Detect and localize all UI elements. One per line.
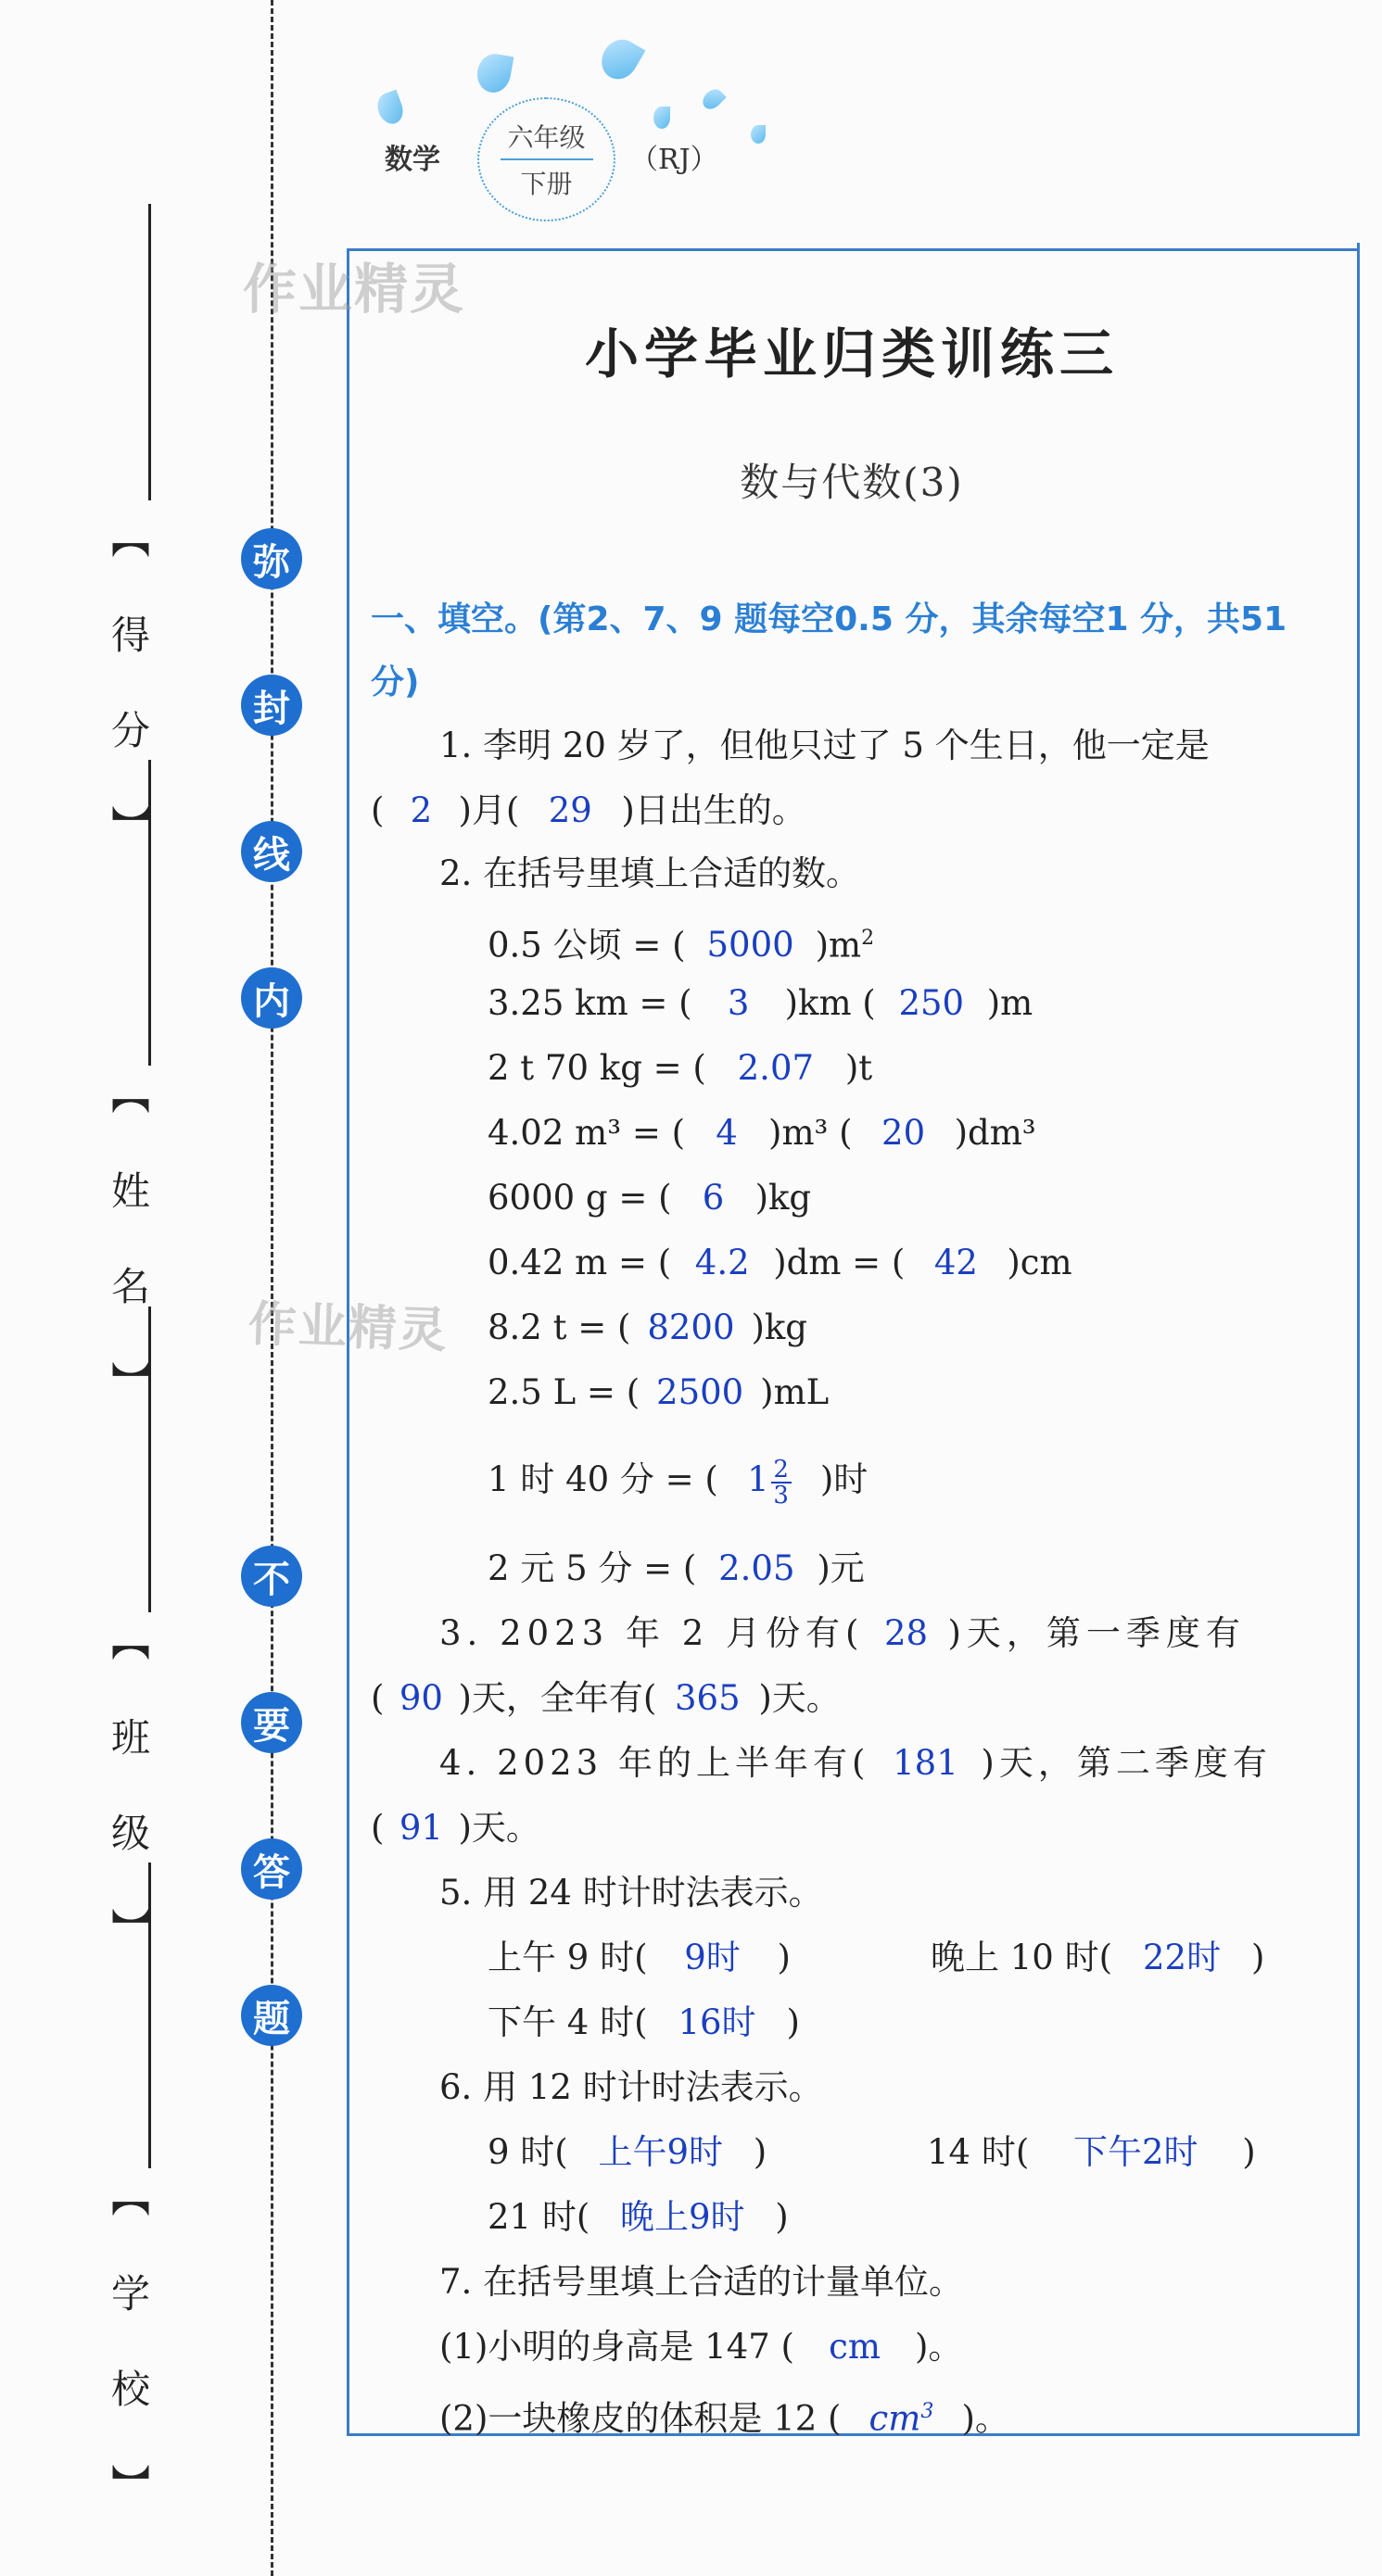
q2-row-time bbox=[488, 1457, 868, 1508]
q4-answer-half[interactable]: 181 bbox=[893, 1743, 958, 1783]
q2-row-pre: 4.02 m³ = ( bbox=[488, 1113, 686, 1153]
q2-answer[interactable]: 20 bbox=[881, 1113, 926, 1153]
q2-row-pre: 0.42 m = ( bbox=[488, 1243, 672, 1282]
q6-pre: 21 时( bbox=[488, 2197, 590, 2237]
q5-item-3 bbox=[488, 2000, 800, 2046]
q3-line-1 bbox=[439, 1610, 1246, 1657]
q2-row-7 bbox=[488, 1305, 807, 1351]
name-label: 【 姓 名 】 bbox=[106, 1075, 151, 1406]
q6-answer[interactable]: 晚上9时 bbox=[620, 2197, 745, 2237]
q7-pre: (2)一块橡皮的体积是 12 ( bbox=[439, 2398, 842, 2439]
q2-answer[interactable]: 3 bbox=[727, 983, 750, 1023]
leaf-icon bbox=[475, 51, 514, 95]
q4-line-2 bbox=[371, 1805, 540, 1851]
q2-row-mid: )kg bbox=[754, 1178, 812, 1218]
paren: ( bbox=[371, 1678, 385, 1718]
q6-item-2 bbox=[927, 2129, 1256, 2176]
q2-row-mid: )m³ ( bbox=[768, 1113, 853, 1153]
q2-row-8 bbox=[488, 1370, 829, 1416]
q2-row-pre: 0.5 公顷 = ( bbox=[488, 925, 686, 966]
superscript: 3 bbox=[920, 2400, 934, 2423]
q6-text: 6. 用 12 时计时法表示。 bbox=[439, 2067, 823, 2107]
q1-answer-month[interactable]: 2 bbox=[410, 790, 433, 830]
q1-close: )日出生的。 bbox=[621, 790, 806, 830]
seal-char-3: 线 bbox=[241, 821, 302, 882]
grade-badge bbox=[477, 97, 615, 221]
q2-answer[interactable]: 2500 bbox=[656, 1372, 744, 1412]
q5-post: ) bbox=[786, 2002, 800, 2042]
q3-answer-feb[interactable]: 28 bbox=[883, 1613, 929, 1653]
q4-answer-quarter[interactable]: 91 bbox=[399, 1808, 443, 1848]
q4-line-1 bbox=[439, 1740, 1272, 1787]
q6-pre: 9 时( bbox=[488, 2132, 568, 2172]
q2-answer[interactable]: 4 bbox=[716, 1113, 738, 1153]
q3-answer-year[interactable]: 365 bbox=[675, 1678, 741, 1718]
volume-label: 下册 bbox=[520, 169, 573, 199]
q2-answer[interactable]: 250 bbox=[898, 983, 965, 1023]
q5-answer[interactable]: 9时 bbox=[684, 1938, 741, 1977]
seal-char-5: 不 bbox=[241, 1546, 302, 1607]
school-label: 【 学 校 】 bbox=[106, 2178, 151, 2508]
q7-answer-unit: cm bbox=[869, 2398, 921, 2439]
leaf-icon bbox=[751, 125, 766, 144]
q6-answer[interactable]: 下午2时 bbox=[1073, 2132, 1198, 2172]
school-underline bbox=[148, 1863, 151, 2168]
seal-char-2: 封 bbox=[241, 675, 302, 736]
seal-char-4: 内 bbox=[241, 967, 302, 1029]
q5-pre: 上午 9 时( bbox=[488, 1938, 648, 1977]
q6-post: ) bbox=[1242, 2132, 1256, 2172]
seal-char-8: 题 bbox=[241, 1985, 302, 2046]
q2-row-1 bbox=[488, 915, 874, 968]
q5-text: 5. 用 24 时计时法表示。 bbox=[439, 1873, 823, 1913]
leaf-icon bbox=[595, 32, 646, 85]
class-label: 【 班 级 】 bbox=[106, 1622, 151, 1952]
q6-post: ) bbox=[775, 2197, 789, 2237]
seal-char-1: 弥 bbox=[241, 528, 302, 589]
page-title: 小学毕业归类训练三 bbox=[584, 322, 1119, 385]
q2-row-mid: )t bbox=[844, 1048, 873, 1088]
grade-label: 六年级 bbox=[507, 122, 586, 153]
q5-post: ) bbox=[1251, 1938, 1265, 1977]
q3-answer-quarter[interactable]: 90 bbox=[399, 1678, 443, 1718]
q2-row-post: )dm³ bbox=[954, 1113, 1036, 1153]
grade-divider bbox=[501, 158, 593, 160]
score-label: 【 得 分 】 bbox=[106, 519, 151, 850]
q2-row-mid: )元 bbox=[817, 1548, 865, 1588]
q2-row-pre: 3.25 km = ( bbox=[488, 983, 692, 1023]
q2-row-pre: 2 t 70 kg = ( bbox=[488, 1048, 706, 1088]
q2-row-pre: 2 元 5 分 = ( bbox=[488, 1548, 697, 1588]
paren: ( bbox=[371, 790, 385, 830]
q6-post: ) bbox=[753, 2132, 767, 2172]
q5-answer[interactable]: 22时 bbox=[1143, 1938, 1222, 1977]
q2-row-mid: )km ( bbox=[784, 983, 876, 1023]
q4-mid: )天，第二季度有 bbox=[981, 1743, 1272, 1783]
q7-pre: (1)小明的身高是 147 ( bbox=[439, 2327, 794, 2367]
q2-answer[interactable]: 4.2 bbox=[694, 1243, 750, 1282]
q5-post: ) bbox=[777, 1938, 791, 1977]
q5-item-1 bbox=[488, 1935, 791, 1981]
q2-answer-fraction[interactable] bbox=[718, 1457, 820, 1508]
q5-item-2 bbox=[931, 1935, 1264, 1981]
q2-row-mid: )mL bbox=[760, 1372, 830, 1412]
q5-pre: 下午 4 时( bbox=[488, 2002, 648, 2042]
watermark: 作业精灵 bbox=[243, 258, 466, 321]
fraction-denominator: 3 bbox=[773, 1481, 789, 1509]
q2-row-pre: 1 时 40 分 = ( bbox=[488, 1459, 718, 1499]
q2-row-post: )cm bbox=[1007, 1243, 1072, 1282]
leaf-icon bbox=[374, 90, 407, 128]
q2-row-mid: )dm = ( bbox=[773, 1243, 906, 1282]
leaf-icon bbox=[653, 107, 670, 129]
q2-row-2 bbox=[488, 980, 1033, 1027]
q5-pre: 晚上 10 时( bbox=[931, 1938, 1113, 1977]
q2-row-3 bbox=[488, 1045, 872, 1092]
subject-label: 数学 bbox=[385, 144, 440, 176]
q4-close: )天。 bbox=[458, 1808, 540, 1848]
q1-mid: )月( bbox=[458, 790, 520, 830]
q2-row-mid: )时 bbox=[819, 1459, 869, 1499]
q2-row-6 bbox=[488, 1240, 1072, 1286]
q3-line-2 bbox=[371, 1675, 841, 1722]
q2-answer[interactable]: 2.05 bbox=[718, 1548, 795, 1588]
q2-answer[interactable]: 2.07 bbox=[737, 1048, 815, 1088]
q3-mid2: )天，全年有( bbox=[458, 1678, 657, 1718]
q1-answer-line bbox=[371, 788, 806, 834]
q2-row-4 bbox=[488, 1110, 1036, 1156]
content-frame-right-edge bbox=[1357, 243, 1360, 2436]
q7-post: )。 bbox=[915, 2327, 963, 2367]
q6-pre: 14 时( bbox=[927, 2132, 1030, 2172]
q2-answer[interactable]: 5000 bbox=[706, 925, 794, 966]
watermark: 作业精灵 bbox=[247, 1296, 450, 1359]
q2-answer[interactable]: 42 bbox=[933, 1243, 978, 1282]
section-heading: 一、填空。(第2、7、9 题每空0.5 分，其余每空1 分，共51 分) bbox=[371, 600, 1287, 701]
seal-char-6: 要 bbox=[241, 1692, 302, 1753]
q2-row-money bbox=[488, 1546, 865, 1592]
paren: ( bbox=[371, 1808, 385, 1848]
q1-text: 1. 李明 20 岁了，但他只过了 5 个生日，他一定是 bbox=[439, 726, 1210, 765]
q4-text: 4. 2023 年的上半年有( bbox=[439, 1743, 870, 1783]
q2-answer[interactable]: 6 bbox=[702, 1178, 725, 1218]
q7-text: 7. 在括号里填上合适的计量单位。 bbox=[439, 2262, 964, 2302]
fraction-numerator: 2 bbox=[773, 1455, 789, 1484]
q2-row-mid: )m bbox=[815, 925, 862, 966]
fraction bbox=[771, 1455, 792, 1509]
edition-label: （RJ） bbox=[630, 144, 718, 176]
superscript: 2 bbox=[861, 927, 875, 950]
q7-sub-1 bbox=[439, 2324, 962, 2370]
q3-mid: )天，第一季度有 bbox=[947, 1613, 1246, 1653]
q3-close: )天。 bbox=[758, 1678, 841, 1718]
q2-row-mid: )kg bbox=[751, 1307, 807, 1347]
q5-answer[interactable]: 16时 bbox=[678, 2002, 756, 2042]
q2-text: 2. 在括号里填上合适的数。 bbox=[439, 853, 861, 893]
leaf-icon bbox=[699, 85, 727, 113]
q2-row-pre: 8.2 t = ( bbox=[488, 1307, 631, 1347]
q6-answer[interactable]: 上午9时 bbox=[598, 2132, 724, 2172]
q2-row-post: )m bbox=[986, 983, 1033, 1023]
q2-row-pre: 6000 g = ( bbox=[488, 1178, 672, 1218]
q7-sub-2 bbox=[439, 2389, 1009, 2442]
q1-answer-day[interactable]: 29 bbox=[548, 790, 592, 830]
q7-post: )。 bbox=[961, 2398, 1009, 2439]
q6-item-3 bbox=[488, 2194, 789, 2241]
q3-text: 3. 2023 年 2 月份有( bbox=[439, 1613, 865, 1653]
class-underline bbox=[148, 1307, 151, 1612]
name-underline bbox=[148, 760, 151, 1066]
q2-row-pre: 2.5 L = ( bbox=[488, 1372, 640, 1412]
fraction-whole: 1 bbox=[747, 1459, 769, 1499]
q7-answer[interactable] bbox=[841, 2389, 961, 2442]
seal-char-7: 答 bbox=[241, 1838, 302, 1900]
score-underline bbox=[148, 204, 151, 500]
q6-item-1 bbox=[488, 2129, 767, 2176]
q7-answer[interactable]: cm bbox=[829, 2327, 881, 2367]
q2-answer[interactable]: 8200 bbox=[647, 1307, 735, 1347]
q2-row-5 bbox=[488, 1175, 811, 1221]
page-subtitle: 数与代数(3) bbox=[740, 460, 964, 505]
